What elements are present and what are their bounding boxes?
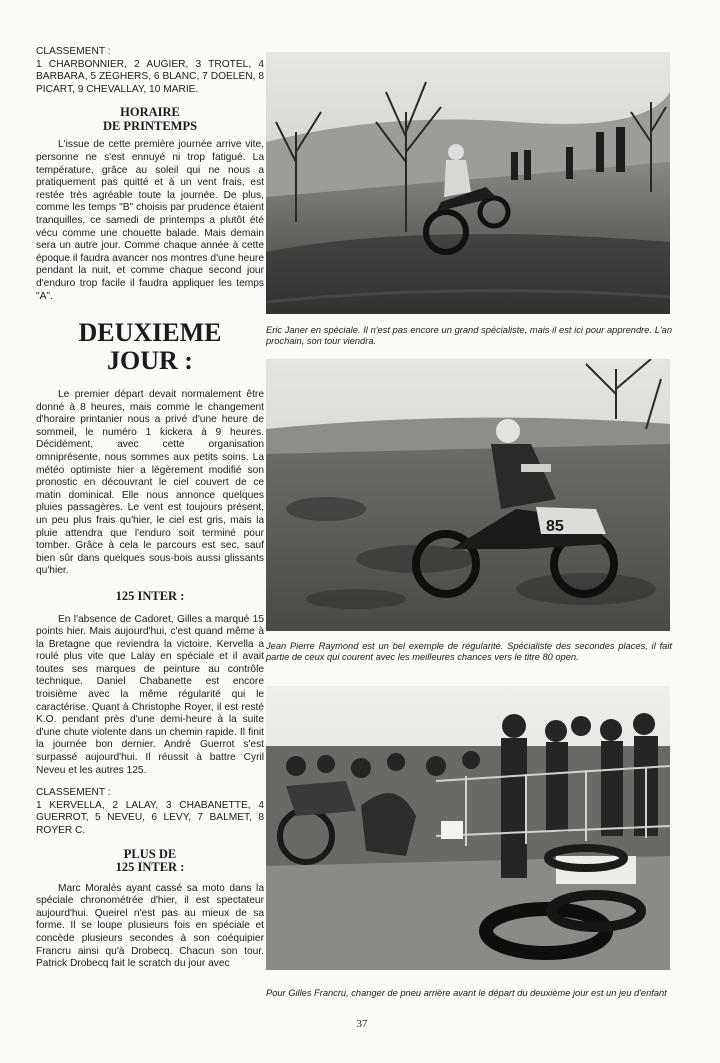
deuxieme-heading-line1: DEUXIEME <box>78 318 222 348</box>
photo-eric-janer-caption: Eric Janer en spéciale. Il n'est pas encore un grand spécialiste, mais il est ici pour apprendre. L'an prochain, son tour viendra. <box>266 325 672 347</box>
left-column <box>36 46 264 971</box>
horaire-heading-line2: DE PRINTEMPS <box>102 118 198 133</box>
deuxieme-heading-line2: JOUR : <box>107 346 193 376</box>
classement-1-text: 1 CHARBONNIER, 2 AUGIER, 3 TROTEL, 4 BARBARA, 5 ZEGHERS, 6 BLANC, 7 DOELEN, 8 PICART, 9 CHEVALLAY, 10 MARIE. <box>36 58 264 95</box>
photo-gilles-francru-image <box>266 686 670 970</box>
page-number: 37 <box>356 1018 368 1030</box>
plus125-heading-line2: 125 INTER : <box>115 860 185 875</box>
plus125-body: Marc Moralès ayant cassé sa moto dans la spéciale chronométrée d'hier, il est spectateur aujourd'hui. Queirel n'est pas au mieux de sa forme. Il se loupe plusieurs fois en spéciale et concède plusieurs secondes à son coéquipier Francru ainsi qu'à Drobecq. Chacun son tour. Patrick Drobecq fait le scratch du jour avec <box>36 882 264 970</box>
photo-gilles-francru-caption: Pour Gilles Francru, changer de pneu arrière avant le départ du deuxième jour est un jeu d'enfant <box>266 988 667 998</box>
inter125-heading: 125 INTER : <box>115 589 185 603</box>
photo-2-bike-number: 85 <box>546 518 564 535</box>
deuxieme-body: Le premier départ devait normalement être donné à 8 heures, mais comme le changement d'horaire printanier nous a privé d'une heure de sommeil, le numéro 1 kickera à 9 heures. Décidément, avec cette organisation omniprésente, nous sommes aux petits soins. La météo optimiste hier a légèrement modifié son pronostic en découvrant le ciel couvert de ce matin dominical. Elle nous annonce quelques pluies passagères. Le vent est toujours présent, un peu plus frais qu'hier, le ciel est gris, mais la pluie attendra que l'enduro soit terminé pour tomber. Grâce à cela le parcours est sec, sauf bien sûr dans quelques sous-bois aussi glissants qu'hier. <box>36 389 264 577</box>
horaire-heading-line1: HORAIRE <box>120 105 180 120</box>
classement-1-label: CLASSEMENT : <box>36 46 111 57</box>
classement-2-text: 1 KERVELLA, 2 LALAY, 3 CHABANETTE, 4 GUERROT, 5 NEVEU, 6 LEVY, 7 BALMET, 8 ROYER C. <box>36 799 264 836</box>
plus125-heading-line1: PLUS DE <box>123 846 177 861</box>
horaire-body: L'issue de cette première journée arrive vite, personne ne s'est ennuyé ni trop fatigué. La température, grâce au soleil qui ne nous a pratiquement pas quitté et à un vent frais, est restée très agréable toute la journée. De plus, comme les temps "B" choisis par prudence étaient tranquilles, ce samedi de printemps a plutôt été vécu comme une chouette balade. Mais demain sera un autre jour. Comme chaque année à cette époque il faudra avancer nos montres d'une heure pendant la nuit, et comme chaque second jour d'enduro trop facile il faudra appliquer les temps "A". <box>36 139 264 302</box>
right-column <box>266 0 672 1063</box>
photo-jean-pierre-raymond-caption: Jean Pierre Raymond est un bel exemple de régularité. Spécialiste des secondes places, il fait partie de ceux qui courent avec les meilleures chances vers le titre 80 open. <box>266 641 672 663</box>
photo-gilles-francru <box>266 686 670 970</box>
photo-jean-pierre-raymond-image <box>266 359 670 631</box>
photo-jean-pierre-raymond <box>266 359 670 631</box>
photo-eric-janer <box>266 52 670 314</box>
inter125-body: En l'absence de Cadoret, Gilles a marqué 15 points hier. Mais aujourd'hui, c'est quand même à la Bretagne que reviendra la victoire. Kervella a roulé plus vite que Lalay en spéciale et il avait toutes ses marques de peinture au contrôle technique. Daniel Chabanette est encore troisième avec la même régularité qui le caractérise. Quant à Christophe Royer, il est resté K.O. pendant près d'une demi-heure à la suite d'une chute violente dans un chemin rapide. Il finit la journée bon dernier. André Guerrot s'est surpassé aujourd'hui. Il réussit à battre Cyril Neveu et les autres 125. <box>36 613 264 776</box>
photo-eric-janer-image <box>266 52 670 314</box>
classement-2-label: CLASSEMENT : <box>36 787 111 799</box>
